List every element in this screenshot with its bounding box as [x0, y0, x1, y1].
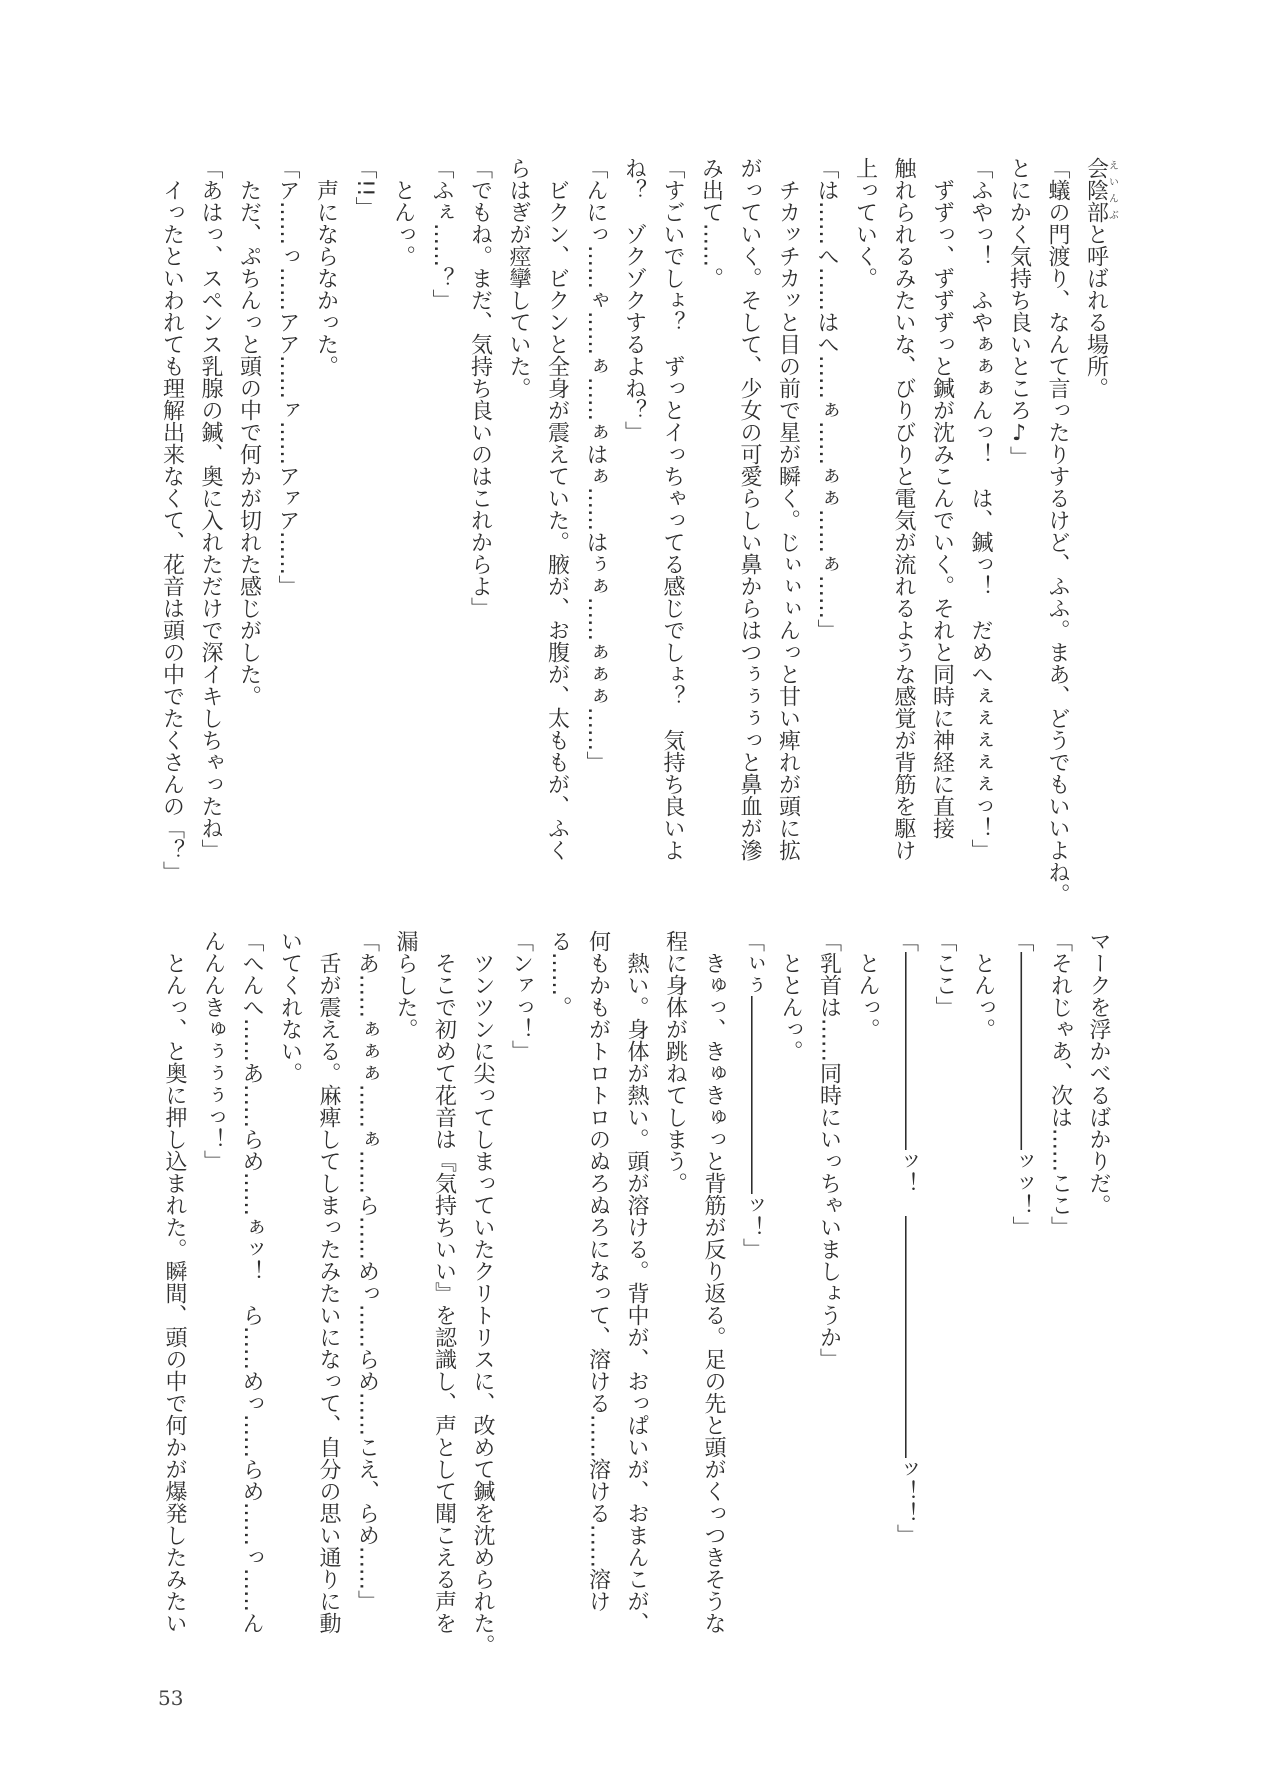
- ruby-annotation: [1083, 157, 1118, 223]
- text-line: 「!!」: [352, 157, 377, 219]
- text-line: 触れられるみたいな、びりびりと電気が流れるような感覚が背筋を駆け: [891, 157, 916, 861]
- text-line: きゅっ、きゅきゅっと背筋が反り返る。足の先と頭がくっつきそうな: [701, 930, 726, 1634]
- text-line: とんっ。: [390, 157, 416, 267]
- page-number: 53: [158, 1686, 184, 1710]
- text-line: 「は……へ……はへ……ぁ……ぁぁ……ぁ……」: [814, 157, 839, 641]
- text-line: 上っていく。: [852, 157, 878, 289]
- text-line: み出て……。: [698, 157, 724, 289]
- text-line: 「んにっ……ゃ……ぁ……ぁはぁ……はぅぁ……ぁぁぁ……」: [583, 157, 608, 773]
- text-line: とんっ。: [970, 930, 996, 1040]
- text-line: 「ぃぅ―――――――――ッ！」: [739, 930, 765, 1260]
- text-line: 「あ……ぁぁぁ……ぁ……ら……めっ……らめ……こえ、らめ……」: [354, 930, 380, 1612]
- text-line: 「ア……っ……アア……ァ……アァア……」: [275, 157, 300, 597]
- text-line: らはぎが痙攣していた。: [506, 157, 531, 399]
- text-line: 「ふやっ！ ふやぁぁぁんっ！ は、鍼っ！ だめへぇぇぇぇぇっ！」: [968, 157, 993, 861]
- text-line: 舌が震える。麻痺してしまったみたいになって、自分の思い通りに動: [316, 930, 341, 1634]
- text-line: る……。: [547, 930, 572, 1018]
- text-line: 「あはっ、スペンス乳腺の鍼、奥に入れただけで深イキしちゃったね」: [198, 157, 223, 861]
- text-line: んんんきゅぅぅぅっ！」: [200, 930, 226, 1172]
- upper-text-block: [154, 157, 1118, 905]
- text-line: がっていく。そして、少女の可愛らしい鼻からはつぅぅぅっと鼻血が滲: [737, 157, 762, 861]
- text-line: 「ンァっ！」: [508, 930, 534, 1062]
- text-line: ととんっ。: [778, 930, 803, 1062]
- text-line: とんっ、と奥に押し込まれた。瞬間、頭の中で何かが爆発したみたい: [162, 930, 187, 1634]
- text-line: 何もかもがトロトロのぬろぬろになって、溶ける……溶ける……溶け: [585, 930, 611, 1612]
- text-line: ただ、ぷちんっと頭の中で何かが切れた感じがした。: [236, 157, 262, 707]
- text-line: 「乳首は……同時にいっちゃいましょうか」: [816, 930, 842, 1370]
- text-line: 「それじゃあ、次は……ここ」: [1047, 930, 1073, 1238]
- text-line: 漏らした。: [393, 930, 418, 1040]
- text-line: 程に身体が跳ねてしまう。: [662, 930, 688, 1194]
- text-line: マークを浮かべるばかりだ。: [1086, 930, 1111, 1216]
- text-line: ツンツンに尖ってしまっていたクリトリスに、改めて鍼を沈められた。: [470, 930, 495, 1656]
- text-line: 熱い。身体が熱い。頭が溶ける。背中が、おっぱいが、おまんこが、: [624, 930, 649, 1634]
- text-line: とにかく気持ち良いところ♪」: [1006, 157, 1032, 468]
- text-line: 「―――――――――ッッ！」: [1009, 930, 1034, 1238]
- ruby-text: えいんぶ: [1106, 157, 1118, 223]
- text-line: チカッチカッと目の前で星が瞬く。じぃぃぃんっと甘い痺れが頭に拡: [775, 157, 801, 861]
- ruby-base: 会陰部: [1083, 157, 1109, 223]
- text-line: 「ふぇ……？」: [429, 157, 454, 311]
- text-line: 声にならなかった。: [313, 157, 339, 377]
- text-line: とんっ。: [855, 930, 880, 1040]
- text-line: そこで初めて花音は『気持ちいい』を認識し、声として聞こえる声を: [431, 930, 457, 1634]
- text-line: イったといわれても理解出来なくて、花音は頭の中でたくさんの「？」: [159, 157, 185, 883]
- text-line: 「―――――――――ッ！ ―――――――――――ッ！！」: [893, 930, 919, 1546]
- text-line: 「へんへ……あ……らめ……ぁッ！ ら……めっ……らめ……っ……ん: [239, 930, 264, 1634]
- text-line: 「でもね。まだ、気持ち良いのはこれからよ」: [467, 157, 493, 619]
- text-line: ビクン、ビクンと全身が震えていた。腋が、お腹が、太ももが、ふく: [544, 157, 570, 861]
- text-line: いてくれない。: [277, 930, 303, 1084]
- text-line: 「蟻の門渡り、なんて言ったりするけど、ふふ。まあ、どうでもいいよね。: [1045, 157, 1070, 905]
- lower-text-block: [154, 930, 1117, 1656]
- text-line: [1076, 157, 1117, 861]
- text-line: 「すごいでしょ？ ずっとイっちゃってる感じでしょ？ 気持ち良いよ: [660, 157, 685, 861]
- text-line: 「ここ」: [932, 930, 957, 1018]
- text-line: ずずっ、ずずずっと鍼が沈みこんでいく。それと同時に神経に直接: [929, 157, 955, 839]
- text-line: ね？ ゾクゾクするよね？」: [621, 157, 647, 443]
- text-line-rest: と呼ばれる場所。: [1083, 223, 1109, 399]
